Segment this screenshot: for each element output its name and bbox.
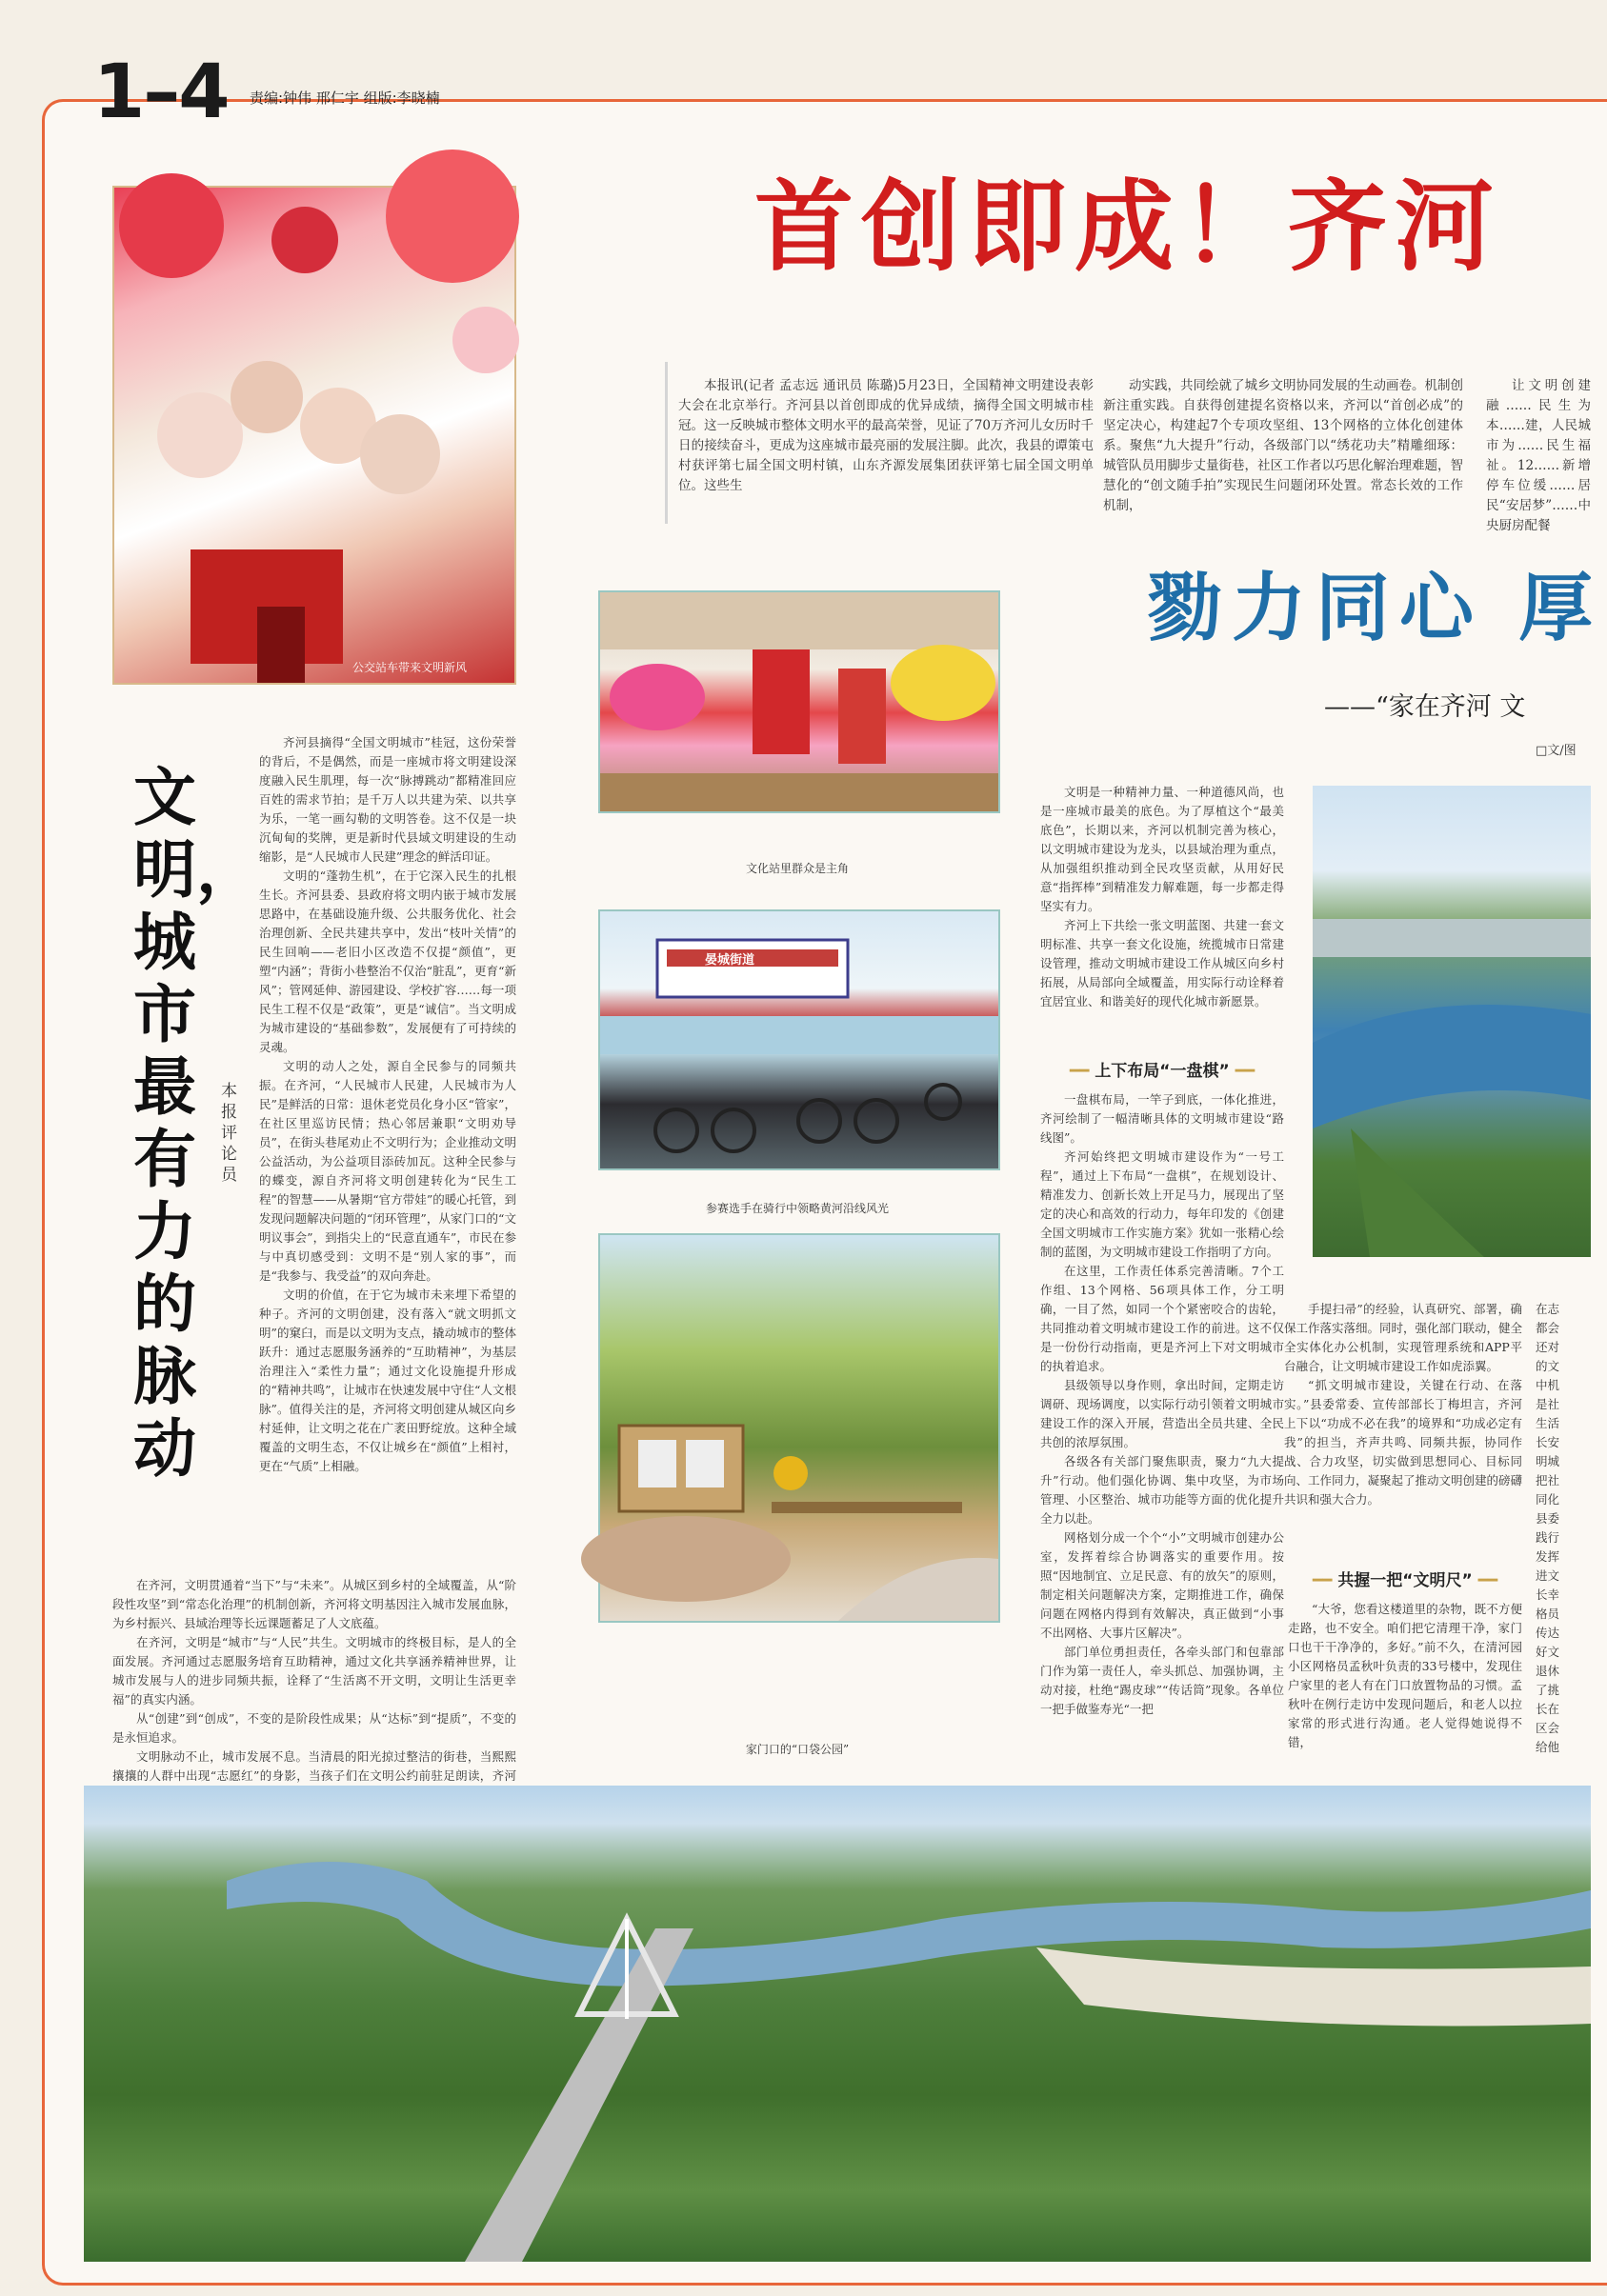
section-heading-1: ━━ 上下布局“一盘棋” ━━ [1069, 1062, 1255, 1081]
ornament-right-2: ━━ [1472, 1571, 1498, 1590]
fragment-line: 退休 [1536, 1664, 1560, 1678]
fragment-line: 县委 [1536, 1511, 1560, 1526]
fragment-line: 同化 [1536, 1492, 1560, 1507]
fragment-line: 传达 [1536, 1626, 1560, 1640]
fragment-line: 发挥 [1536, 1549, 1560, 1564]
fragment-line: 给他 [1536, 1740, 1560, 1754]
feature-intro: 文明是一种精神力量、一种道德风尚，也是一座城市最美的底色。为了厚植这个“最美底色”，长期以来，齐河以机制完善为核心，以文明城市建设为龙头，以县域治理为重点，从加强组织推动到全民攻坚贡献，从用好民意“指挥棒”到精准发力解难题，每一步都走得坚实有力。 齐河上下共绘一张文明蓝图、共建一套文明标准、共享一套文化设施，统揽城市日常建设管理，推动文明城市建设工作从城区向乡村拓展，从局部向全域覆盖，用实际行动诠释着宜居宜业、和谐美好的现代化城市新愿景。 [1040, 785, 1284, 1008]
fragment-line: 把社 [1536, 1473, 1560, 1487]
section-1-column-2: 手提扫帚”的经验，认真研究、部署，确保工作落实落细。同时，强化部门联动，健全全实体化办公机制，实现管理系统和APP平台融合，让文明城市建设工作如虎添翼。 “抓文明城市建设，关键在行动、在落实。”县委常委、宣传部部长丁梅坦言，齐河上下以“功成不必在我”的境界和“功成必定有我”的担当，齐声共鸣、同频共振，协同作战、合力攻坚，切实做到思想同心、目标同向、工作同力，凝聚起了推动文明创建的磅礴共识和强大合力。 [1284, 1302, 1523, 1507]
fragment-line: 践行 [1536, 1530, 1560, 1545]
fragment-line: 在志 [1536, 1302, 1560, 1316]
pocket-park-photo [598, 1233, 1000, 1623]
wedding-photo-caption: 公交站车带来文明新风 [352, 661, 468, 674]
section-2-column: “大爷，您看这楼道里的杂物，既不方便走路，也不安全。咱们把它清理干净，家门口也干干净净的，多好。”前不久，在清河园小区网格员孟秋叶负责的33号楼中，发现住户家里的老人有在门口放置物品的习惯。孟秋叶在例行走访中发现问题后，和老人以拉家常的形式进行沟通。老人觉得她说得不错， [1288, 1602, 1522, 1749]
river-city-photo [1313, 786, 1591, 1257]
cycling-photo [598, 909, 1000, 1170]
cycling-caption: 参赛选手在骑行中领略黄河沿线风光 [705, 1202, 889, 1215]
feature-author: □文/图 [1536, 744, 1577, 758]
fragment-line: 长安 [1536, 1435, 1560, 1449]
section-1-column: 一盘棋布局，一竿子到底，一体化推进，齐河绘制了一幅清晰具体的文明城市建设“路线图”。 齐河始终把文明城市建设作为“一号工程”，通过上下布局“一盘棋”，在规划设计、精准发力、创新长效上开足马力，展现出了坚定的决心和高效的行动力，每年印发的《创建全国文明城市工作实施方案》犹如一张精心绘制的蓝图，为文明城市建设工作指明了方向。 在这里，工作责任体系完善清晰。7个工作组、13个网格、56项具体工作，分工明确，一目了然，如同一个个紧密咬合的齿轮，共同推动着文明城市建设工作的前进。这不仅是一份份行动指南，更是齐河上下对文明城市的执着追求。 县级领导以身作则，拿出时间，定期走访调研、现场调度，以实际行动引领着文明城市建设工作的深入开展，营造出全员共建、全民共创的浓厚氛围。 各级各有关部门聚焦职责，聚力“九大提升”行动。他们强化协调、集中攻坚，为市场管理、小区整治、城市功能等方面的优化提升全力以赴。 网格划分成一个个“小”文明城市创建办公室，发挥着综合协调落实的重要作用。按照“因地制宜、立足民意、有的放矢”的原则，制定相关问题解决方案，定期推进工作，确保问题在网格内得到有效解决，真正做到“小事不出网格、大事片区解决”。 部门单位勇担责任，各牵头部门和包靠部门作为第一责任人，牵头抓总、加强协调，主动对接，杜绝“踢皮球”“传话筒”现象。各单位一把手做鉴寿光“一把 [1040, 1092, 1284, 1716]
park-caption: 家门口的“口袋公园” [745, 1743, 850, 1756]
section-heading-2: ━━ 共握一把“文明尺” ━━ [1312, 1571, 1498, 1590]
wedding-photo-art [114, 188, 514, 683]
feature-subtitle: ——“家在齐河 文 [1324, 692, 1526, 722]
fragment-line: 长幸 [1536, 1587, 1560, 1602]
fragment-line: 区会 [1536, 1721, 1560, 1735]
fragment-line: 进文 [1536, 1568, 1560, 1583]
fragment-line: 都会 [1536, 1321, 1560, 1335]
fragment-line: 的文 [1536, 1359, 1560, 1373]
commentary-byline: 本报评论员 [221, 1082, 237, 1185]
fragment-line: 格员 [1536, 1607, 1560, 1621]
commentary-column-2: 在齐河，文明贯通着“当下”与“未来”。从城区到乡村的全域覆盖，从“阶段性攻坚”到“常态化治理”的机制创新，齐河将文明基因注入城市发展血脉，为乡村振兴、县域治理等长远课题蓄足了人文底蕴。 在齐河，文明是“城市”与“人民”共生。文明城市的终极目标，是人的全面发展。齐河通过志愿服务培育互助精神，通过文化共享涵养精神世界，让城市发展与人的进步同频共振，诠释了“生活离不开文明，文明让生活更幸福”的真实内涵。 从“创建”到“创成”，不变的是阶段性成果；从“达标”到“提质”，不变的是永恒追求。 文明脉动不止，城市发展不息。当清晨的阳光掠过整洁的街巷，当熙熙攘攘的人群中出现“志愿红”的身影，当孩子们在文明公约前驻足朗读，齐河 [112, 1578, 516, 1783]
fragment-line: 中机 [1536, 1378, 1560, 1392]
commentary-column-1: 齐河县摘得“全国文明城市”桂冠，这份荣誉的背后，不是偶然，而是一座城市将文明建设深度融入民生肌理，每一次“脉搏跳动”都精准回应百姓的需求节拍；是千万人以共建为荣、以共享为乐，一笔一画勾勒的文明答卷。这不仅是一块沉甸甸的奖牌，更是新时代县域文明建设的生动缩影，是“人民城市人民建”理念的鲜活印证。 文明的“蓬勃生机”，在于它深入民生的扎根生长。齐河县委、县政府将文明内嵌于城市发展思路中，在基础设施升级、公共服务优化、社会治理创新、全民共建共享中，发出“枝叶关情”的民生回响——老旧小区改造不仅提“颜值”，更塑“内涵”；背街小巷整治不仅治“脏乱”，更育“新风”；管网延伸、游园建设、学校扩容……每一项民生工程不仅是“政策”，更是“诚信”。当文明成为城市建设的“基础参数”，发展便有了可持续的灵魂。 文明的动人之处，源自全民参与的同频共振。在齐河，“人民城市人民建，人民城市为人民”是鲜活的日常：退休老党员化身小区“管家”，在社区里巡访民情；热心邻居兼职“文明劝导员”，在街头巷尾劝止不文明行为；企业推动文明公益活动，为公益项目添砖加瓦。这种全民参与的蝶变，源自齐河将文明创建转化为“民生工程”的智慧——从暑期“官方带娃”的暖心托管，到发现问题解决问题的“闭环管理”，从家门口的“文明议事会”，到指尖上的“民意直通车”，市民在参与中真切感受到：文明不是“别人家的事”，而是“我参与、我受益”的双向奔赴。 文明的价值，在于它为城市未来埋下希望的种子。齐河的文明创建，没有落入“就文明抓文明”的窠臼，而是以文明为支点，撬动城市的整体跃升：通过志愿服务涵养的“互助精神”，为基层治理注入“柔性力量”；通过文化设施提升形成的“精神共鸣”，让城市在快速发展中守住“人文根脉”。值得关注的是，齐河将文明创建从城区向乡村延伸，让文明之花在广袤田野绽放。这种全域覆盖的文明生态，不仅让城乡在“颜值”上相衬，更在“气质”上相融。 [259, 735, 516, 1473]
fragment-line: 了挑 [1536, 1683, 1560, 1697]
park-photo-art [600, 1235, 998, 1621]
fragment-line: 长在 [1536, 1702, 1560, 1716]
aerial-photo-art [84, 1786, 1591, 2262]
fragment-line: 生活 [1536, 1416, 1560, 1430]
ornament-right: ━━ [1229, 1062, 1255, 1081]
page-number: 1–4 [93, 50, 229, 135]
ornament-left-2: ━━ [1312, 1571, 1338, 1590]
fragment-line: 是社 [1536, 1397, 1560, 1411]
main-headline: 首创即成！齐河 [754, 169, 1502, 285]
wedding-bus-photo [112, 186, 516, 685]
dance-photo [598, 590, 1000, 813]
feature-title: 勠力同心 厚 [1148, 566, 1603, 651]
cycling-photo-art [600, 911, 998, 1168]
fragment-line: 还对 [1536, 1340, 1560, 1354]
right-edge-fragments [1536, 1300, 1591, 1776]
lead-column-3: 让文明创建融……民生为本……建，人民城市为……民生福祉。12……新增停车位缓……居民“安居梦”……中央厨房配餐 [1486, 378, 1591, 533]
dance-photo-art [600, 592, 998, 811]
dance-caption: 文化站里群众是主角 [745, 862, 849, 875]
lead-column-2: 动实践，共同绘就了城乡文明协同发展的生动画卷。机制创新注重实践。自获得创建提名资格以来，齐河以“首创必成”的坚定决心，构建起7个专项攻坚组、13个网格的立体化创建体系。聚焦“九大提升”行动，各级部门以“绣花功夫”精雕细琢：城管队员用脚步丈量街巷，社区工作者以巧思化解治理难题，智慧化的“创文随手拍”实现民生问题闭环处置。常态长效的工作机制， [1103, 378, 1463, 513]
river-photo-art [1313, 786, 1591, 1257]
aerial-bridge-photo [84, 1786, 1591, 2262]
ornament-left: ━━ [1069, 1062, 1095, 1081]
fragment-line: 明城 [1536, 1454, 1560, 1468]
editors-line: 责编:钟伟 邢仁宇 组版:李晓楠 [250, 90, 440, 107]
commentary-title: 文明，城市最有力的脉动 [133, 761, 259, 1486]
fragment-line: 好文 [1536, 1645, 1560, 1659]
cycling-sign: 晏城街道 [705, 953, 755, 968]
lead-column-1: 本报讯(记者 孟志远 通讯员 陈璐)5月23日，全国精神文明建设表彰大会在北京举行。齐河县以首创即成的优异成绩，摘得全国文明城市桂冠。这一反映城市整体文明水平的最高荣誉，见证了70万齐河儿女历时千日的接续奋斗，更成为这座城市最亮丽的发展注脚。此次，我县的谭策屯村获评第七届全国文明村镇，山东齐源发展集团获评第七届全国文明单位。这些生 [678, 378, 1094, 493]
